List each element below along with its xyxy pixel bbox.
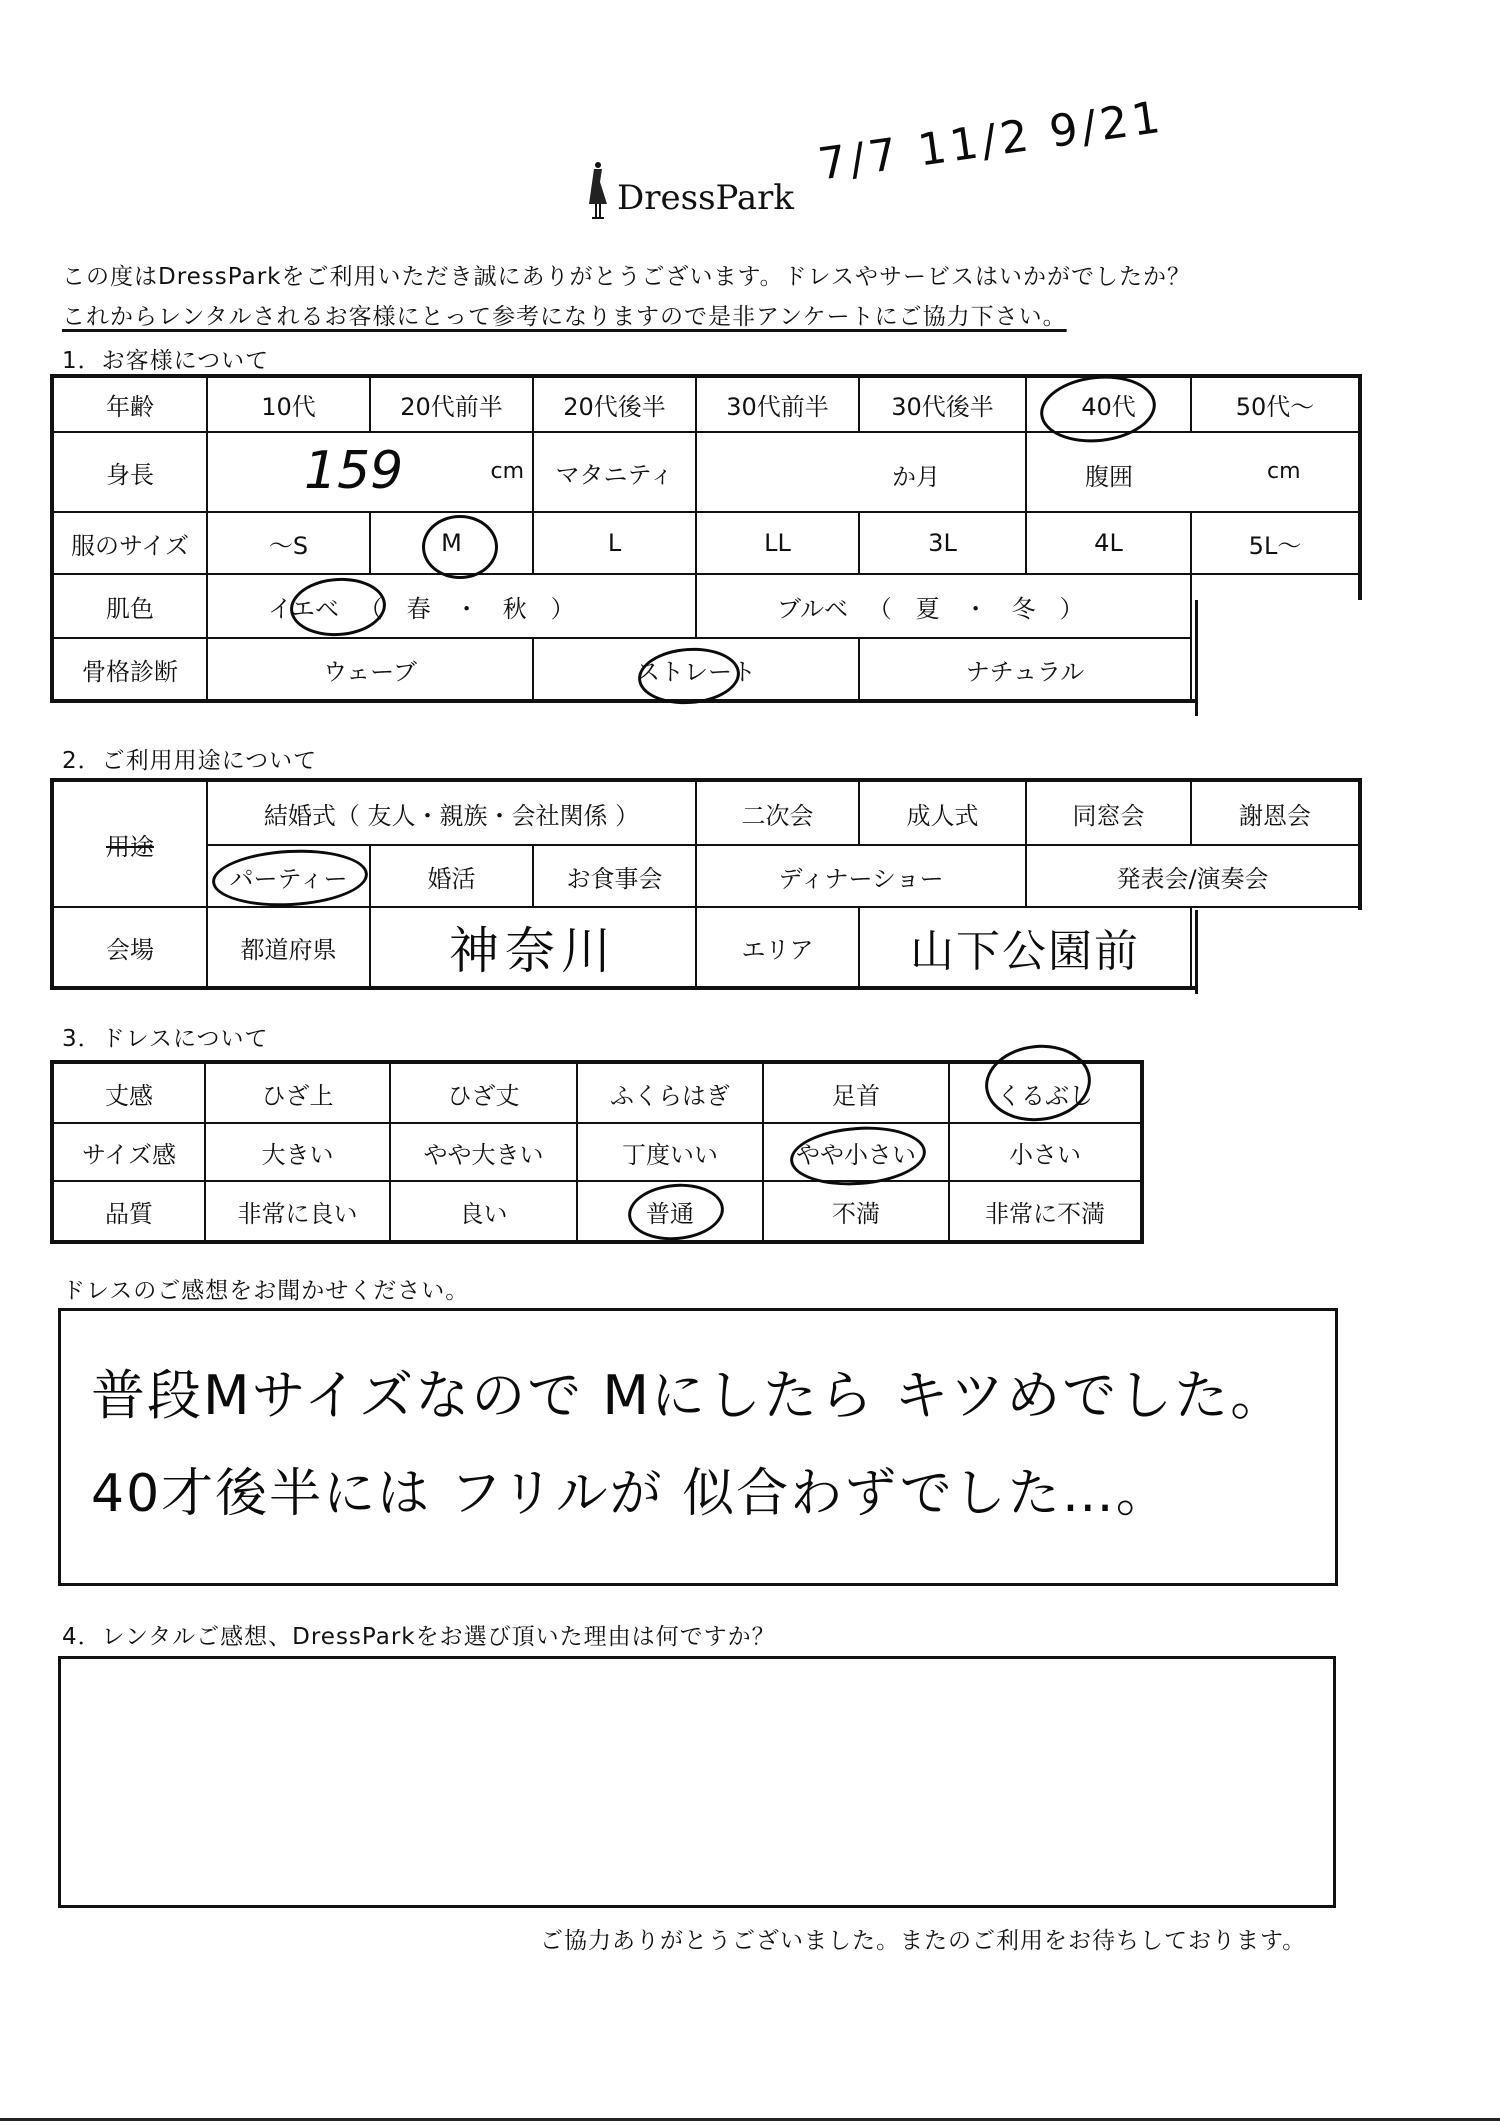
length-row [53,1063,1141,1123]
fit-option[interactable]: やや小さい [763,1123,949,1181]
usage-option[interactable]: 謝恩会 [1191,781,1359,845]
usage-option[interactable]: ディナーショー [696,845,1026,907]
usage-option[interactable]: 二次会 [696,781,859,845]
table-notch [1195,600,1368,716]
section-4-title: 4．レンタルご感想、DressParkをお選び頂いた理由は何ですか？ [62,1624,776,1650]
length-label: 丈感 [53,1063,205,1123]
section-2-title: 2．ご利用用途について [62,748,318,774]
size-row [53,512,1359,574]
fit-option[interactable]: 小さい [949,1123,1141,1181]
handwritten-note: 7/7 11/2 9/21 [815,91,1168,191]
skin-row [53,574,1359,638]
quality-row [53,1181,1141,1241]
usage-option[interactable]: 結婚式（ 友人・親族・会社関係 ） [207,781,696,845]
section-1-title: 1．お客様について [62,348,270,374]
age-option[interactable]: 20代前半 [370,377,533,432]
skin-yellow-seasons: （ 春 ・ 秋 ） [358,594,575,623]
maternity-field[interactable] [696,432,1026,512]
quality-option[interactable]: 普通 [577,1181,763,1241]
usage-option[interactable]: 同窓会 [1026,781,1191,845]
maternity-label: マタニティ [533,432,696,512]
age-row [53,377,1359,432]
usage-option[interactable]: 婚活 [370,845,533,907]
age-option[interactable]: 50代～ [1191,377,1359,432]
frame-option[interactable]: ウェーブ [207,638,533,700]
height-row [53,432,1359,512]
skin-yellow-option[interactable] [207,574,696,638]
fit-option[interactable]: 丁度いい [577,1123,763,1181]
quality-option[interactable]: 非常に不満 [949,1181,1141,1241]
size-option[interactable]: ～S [207,512,370,574]
table-notch [1195,910,1368,994]
usage-row-1 [53,781,1359,845]
age-label: 年齢 [53,377,207,432]
age-option[interactable]: 40代 [1026,377,1191,432]
usage-option[interactable]: 発表会/演奏会 [1026,845,1359,907]
age-option[interactable]: 30代後半 [859,377,1026,432]
intro-line-2: これからレンタルされるお客様にとって参考になりますので是非アンケートにご協力下さい。 [62,304,1067,330]
length-option[interactable]: ひざ丈 [390,1063,577,1123]
height-value: 159 [304,441,404,501]
usage-option[interactable]: 成人式 [859,781,1026,845]
bottom-rule [0,2118,1500,2121]
size-label: 服のサイズ [53,512,207,574]
comment-line-1: 普段Mサイズなので Mにしたら キツめでした。 [91,1364,1287,1427]
size-option[interactable]: M [370,512,533,574]
frame-option[interactable]: ナチュラル [859,638,1191,700]
size-option[interactable]: LL [696,512,859,574]
skin-yellow-label: イエベ [268,594,340,623]
footer-thanks: ご協力ありがとうございました。またのご利用をお待ちしております。 [540,1928,1307,1954]
waist-field[interactable] [1026,432,1359,512]
selection-mark [422,515,498,579]
intro-line-1: この度はDressParkをご利用いただき誠にありがとうございます。ドレスやサービスはいかがでしたか？ [62,264,1191,290]
area-label: エリア [696,907,859,987]
rental-reason-box[interactable] [58,1656,1336,1908]
venue-row [53,907,1359,987]
prefecture-value: 神奈川 [449,922,617,980]
prefecture-field[interactable] [370,907,696,987]
age-option[interactable]: 20代後半 [533,377,696,432]
length-option[interactable]: 足首 [763,1063,949,1123]
prefecture-label: 都道府県 [207,907,370,987]
skin-label: 肌色 [53,574,207,638]
height-unit: cm [490,459,524,484]
fit-option[interactable]: 大きい [205,1123,390,1181]
frame-option[interactable]: ストレート [533,638,859,700]
dress-icon [585,160,611,224]
size-option[interactable]: 3L [859,512,1026,574]
dress-table [52,1062,1142,1242]
frame-label: 骨格診断 [53,638,207,700]
skin-blue-option[interactable] [696,574,1191,638]
quality-label: 品質 [53,1181,205,1241]
comment-box[interactable] [58,1308,1338,1586]
fit-label: サイズ感 [53,1123,205,1181]
usage-label-text: 用途 [106,832,154,861]
waist-label: 腹囲 [1085,463,1133,491]
maternity-unit: か月 [892,463,940,491]
area-field[interactable] [859,907,1191,987]
length-option[interactable]: ふくらはぎ [577,1063,763,1123]
size-option[interactable]: 4L [1026,512,1191,574]
age-option[interactable]: 10代 [207,377,370,432]
brand-logo [585,160,815,230]
brand-name: DressPark [617,178,795,218]
comment-prompt: ドレスのご感想をお聞かせください。 [62,1278,470,1304]
section-3-title: 3．ドレスについて [62,1026,269,1052]
quality-option[interactable]: 良い [390,1181,577,1241]
skin-blue-seasons: （ 夏 ・ 冬 ） [867,594,1084,623]
waist-unit: cm [1267,459,1301,484]
quality-option[interactable]: 不満 [763,1181,949,1241]
length-option[interactable]: くるぶし [949,1063,1141,1123]
skin-blue-label: ブルベ [777,594,849,623]
comment-line-2: 40才後半には フリルが 似合わずでした…。 [91,1464,1170,1524]
length-option[interactable]: ひざ上 [205,1063,390,1123]
height-field[interactable] [207,432,533,512]
size-option[interactable]: 5L～ [1191,512,1359,574]
usage-label [53,781,207,907]
fit-row [53,1123,1141,1181]
area-value: 山下公園前 [910,926,1141,977]
quality-option[interactable]: 非常に良い [205,1181,390,1241]
height-label: 身長 [53,432,207,512]
age-option[interactable]: 30代前半 [696,377,859,432]
usage-option[interactable]: お食事会 [533,845,696,907]
fit-option[interactable]: やや大きい [390,1123,577,1181]
venue-label: 会場 [53,907,207,987]
usage-option[interactable]: パーティー [207,845,370,907]
size-option[interactable]: L [533,512,696,574]
